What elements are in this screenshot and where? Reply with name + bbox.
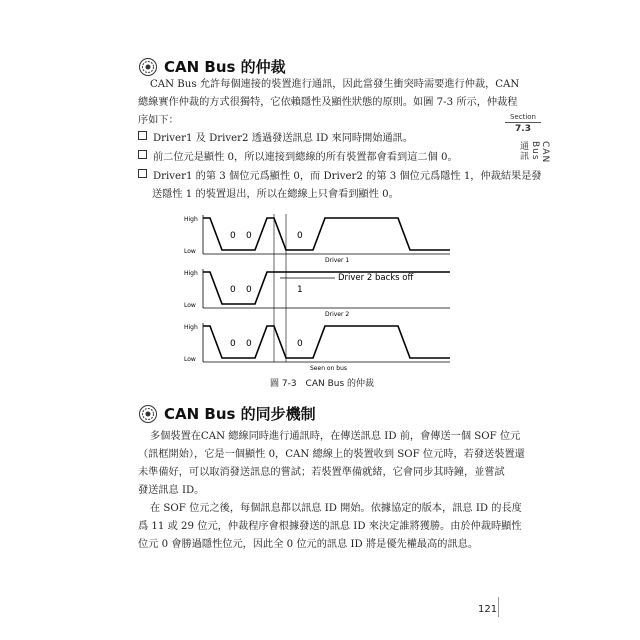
low-label: Low bbox=[184, 356, 196, 363]
waveform bbox=[203, 218, 450, 250]
bit-label: 0 bbox=[230, 231, 236, 241]
text-line: 多個裝置在CAN 總線同時進行通訊時，在傳送訊息 ID 前，會傳送一個 SOF 位元 bbox=[150, 431, 521, 442]
checkbox-bullet-icon bbox=[138, 150, 147, 159]
bullet-text: Driver1 的第 3 個位元爲顯性 0，而 Driver2 的第 3 個位元爲隱性 1，仲裁結果是發 bbox=[153, 171, 542, 182]
section-heading-sync bbox=[138, 403, 316, 424]
text-line: 爲 11 或 29 位元，仲裁程序會根據發送的訊息 ID 來決定誰將獲勝。由於仲裁時顯性 bbox=[138, 521, 522, 532]
bit-label: 0 bbox=[297, 339, 303, 349]
section-number: 7.3 bbox=[515, 124, 531, 134]
heading-text: CAN Bus 的同步機制 bbox=[164, 405, 316, 423]
bullet-item bbox=[138, 149, 490, 167]
bullet-item bbox=[138, 130, 490, 148]
page-number: 121 bbox=[478, 604, 498, 615]
section-label: Section bbox=[505, 113, 541, 123]
waveform bbox=[203, 326, 450, 358]
bullet-item bbox=[138, 168, 542, 204]
panel-driver2 bbox=[184, 269, 450, 318]
panel-name: Driver 2 bbox=[325, 311, 350, 318]
high-label: High bbox=[184, 324, 198, 331]
low-label: Low bbox=[184, 302, 196, 309]
bit-label: 0 bbox=[297, 231, 303, 241]
bullet-text: Driver1 及 Driver2 透過發送訊息 ID 來同時開始通訊。 bbox=[153, 133, 414, 144]
paragraph-message-id bbox=[138, 500, 522, 554]
figure-caption: 圖 7-3 CAN Bus 的仲裁 bbox=[270, 379, 375, 389]
text-line: 未準備好，可以取消發送訊息的嘗試；若裝置準備就緒，它會同步其時鐘，並嘗試 bbox=[138, 467, 505, 478]
text-line: 發送訊息 ID。 bbox=[138, 485, 205, 496]
bit-label: 0 bbox=[230, 285, 236, 295]
text-line: 序如下： bbox=[138, 115, 179, 126]
bit-label: 1 bbox=[297, 285, 303, 295]
panel-name: Seen on bus bbox=[310, 365, 348, 372]
section-tab bbox=[505, 113, 550, 164]
section-title: CAN Bus 通訊 bbox=[518, 141, 550, 164]
paragraph-arbitration-intro bbox=[138, 76, 520, 130]
checkbox-bullet-icon bbox=[138, 169, 147, 178]
backoff-note: Driver 2 backs off bbox=[338, 273, 414, 283]
bit-label: 0 bbox=[246, 339, 252, 349]
text-line: （訊框開始），它是一個顯性 0，CAN 總線上的裝置收到 SOF 位元時，若發送裝置還 bbox=[138, 449, 525, 460]
page-number-rule bbox=[498, 597, 499, 617]
high-label: High bbox=[184, 270, 198, 277]
bullet-text: 前二位元是顯性 0，所以連接到總線的所有裝置都會看到這二個 0。 bbox=[153, 152, 458, 163]
bullet-text: 送隱性 1 的裝置退出，所以在總線上只會看到顯性 0。 bbox=[152, 189, 399, 200]
heading-text: CAN Bus 的仲裁 bbox=[164, 58, 286, 76]
gear-icon bbox=[138, 404, 158, 424]
panel-driver1 bbox=[184, 215, 450, 264]
low-label: Low bbox=[184, 248, 196, 255]
bit-label: 0 bbox=[246, 231, 252, 241]
section-heading-arbitration bbox=[138, 56, 286, 77]
arbitration-timing-diagram bbox=[180, 210, 480, 375]
paragraph-sync-sof bbox=[138, 428, 525, 500]
panel-name: Driver 1 bbox=[325, 257, 350, 264]
high-label: High bbox=[184, 216, 198, 223]
checkbox-bullet-icon bbox=[138, 131, 147, 140]
text-line: 在 SOF 位元之後，每個訊息都以訊息 ID 開始。依據協定的版本，訊息 ID 的長度 bbox=[150, 503, 522, 514]
panel-bus bbox=[184, 323, 450, 372]
bit-label: 0 bbox=[230, 339, 236, 349]
text-line: 總線實作仲裁的方式很獨特，它依賴隱性及顯性狀態的原則。如圖 7-3 所示，仲裁程 bbox=[138, 97, 518, 108]
text-line: 位元 0 會勝過隱性位元，因此全 0 位元的訊息 ID 將是優先權最高的訊息。 bbox=[138, 539, 479, 550]
bit-label: 0 bbox=[246, 285, 252, 295]
text-line: CAN Bus 允許每個連接的裝置進行通訊，因此當發生衝突時需要進行仲裁，CAN bbox=[150, 79, 520, 90]
gear-icon bbox=[138, 57, 158, 77]
